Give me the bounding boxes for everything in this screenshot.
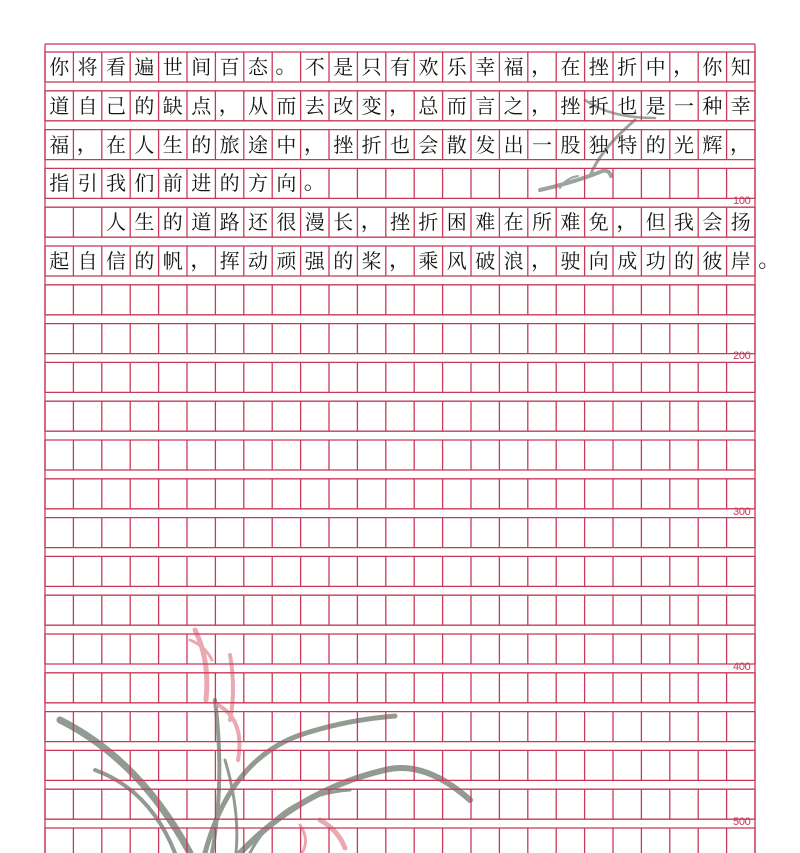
essay-char: 一 (531, 132, 552, 157)
essay-char: ， (616, 209, 639, 235)
essay-char: 散 (446, 132, 467, 157)
essay-char: 看 (105, 55, 126, 79)
essay-char: 的 (333, 249, 354, 273)
essay-char: 破 (475, 249, 496, 273)
essay-char: 而 (276, 93, 297, 118)
essay-char: 一 (673, 93, 694, 118)
essay-char: 出 (503, 132, 524, 157)
char-count-label: 500 (733, 816, 751, 828)
essay-char: 生 (134, 210, 155, 235)
essay-char: 的 (162, 210, 183, 235)
essay-char: 辉 (702, 132, 723, 157)
char-count-label: 400 (733, 660, 751, 673)
essay-char: 福 (49, 132, 70, 157)
essay-char: 股 (560, 132, 581, 157)
essay-char: 知 (730, 55, 751, 79)
essay-char: 在 (105, 132, 126, 157)
essay-char: 有 (389, 55, 410, 79)
essay-char: 折 (588, 93, 609, 118)
essay-char: 的 (134, 93, 155, 118)
essay-char: 中 (645, 55, 666, 79)
essay-char: 进 (191, 171, 212, 196)
essay-char: 是 (645, 93, 666, 118)
essay-char: 信 (105, 249, 126, 273)
essay-char: 自 (77, 249, 98, 273)
essay-char: 你 (49, 55, 70, 79)
essay-char: 也 (617, 93, 638, 118)
essay-char: 。 (758, 248, 781, 273)
essay-char: 人 (105, 210, 126, 235)
essay-char: 旅 (219, 132, 240, 157)
essay-char: 的 (191, 132, 212, 157)
essay-char: 浪 (503, 249, 524, 273)
essay-char: 。 (275, 54, 298, 79)
essay-char: 缺 (162, 93, 183, 118)
essay-char: ， (190, 248, 213, 273)
essay-char: 独 (588, 132, 609, 157)
essay-char: 风 (446, 249, 467, 273)
essay-char: ， (76, 131, 99, 157)
essay-char: 。 (303, 170, 326, 196)
essay-char: 特 (617, 132, 638, 157)
essay-char: 而 (446, 93, 467, 118)
essay-char: ， (360, 209, 383, 235)
char-count-label: 300 (733, 505, 751, 518)
essay-char: 的 (673, 249, 694, 273)
essay-char: ， (303, 131, 326, 157)
essay-char: 幸 (730, 93, 751, 118)
essay-char: 道 (49, 93, 70, 118)
essay-char: 彼 (702, 249, 723, 273)
essay-char: 去 (304, 93, 325, 118)
essay-char: 将 (77, 55, 98, 79)
essay-char: 遍 (134, 55, 155, 79)
essay-char: 难 (560, 210, 581, 235)
essay-char: 向 (276, 171, 297, 196)
essay-char: 们 (134, 171, 155, 196)
essay-char: 会 (418, 132, 439, 157)
essay-char: 世 (162, 55, 183, 79)
essay-char: ， (530, 54, 553, 79)
essay-char: 挫 (389, 210, 410, 235)
essay-char: 会 (702, 210, 723, 235)
essay-char: ， (729, 131, 752, 157)
essay-char: 欢 (418, 55, 439, 79)
essay-char: 挫 (588, 55, 609, 79)
essay-char: 途 (247, 132, 268, 157)
essay-char: 困 (446, 210, 467, 235)
essay-char: 在 (503, 210, 524, 235)
essay-char: 向 (588, 249, 609, 273)
essay-char: 幸 (475, 55, 496, 79)
essay-char: 乘 (418, 249, 439, 273)
essay-char: 在 (560, 55, 581, 79)
char-count-label: 100 (733, 195, 751, 208)
essay-char: 人 (134, 132, 155, 157)
essay-char: 所 (531, 210, 552, 235)
essay-char: 前 (162, 171, 183, 196)
essay-char: 漫 (304, 210, 325, 235)
essay-char: 方 (247, 171, 268, 196)
essay-char: 强 (304, 249, 325, 273)
essay-char: 挥 (219, 249, 240, 273)
essay-char: 我 (105, 171, 126, 196)
essay-char: ， (530, 92, 553, 118)
essay-char: 生 (162, 132, 183, 157)
essay-char: 的 (645, 132, 666, 157)
essay-char: 很 (276, 210, 297, 235)
essay-char: 百 (219, 55, 240, 79)
essay-char: 起 (49, 249, 70, 273)
essay-char: 乐 (446, 55, 467, 79)
essay-char: 变 (361, 93, 382, 118)
essay-char: ， (218, 92, 241, 118)
essay-char: 帆 (162, 249, 183, 273)
essay-char: 间 (191, 55, 212, 79)
essay-char: ， (388, 92, 411, 118)
essay-char: 挫 (560, 93, 581, 118)
essay-char: 总 (418, 93, 439, 118)
essay-char: 桨 (361, 249, 382, 273)
essay-char: 折 (617, 55, 638, 79)
essay-char: 扬 (730, 210, 751, 235)
essay-char: 顽 (276, 249, 297, 273)
essay-char: 只 (361, 55, 382, 79)
essay-char: 折 (361, 132, 382, 157)
essay-char: 从 (247, 93, 268, 118)
essay-char: 己 (105, 93, 126, 118)
essay-char: 光 (673, 132, 694, 157)
essay-char: 发 (475, 132, 496, 157)
essay-char: ， (388, 248, 411, 273)
essay-char: 路 (219, 210, 240, 235)
essay-char: 的 (134, 249, 155, 273)
essay-char: 成 (617, 249, 638, 273)
essay-char: ， (672, 54, 695, 79)
essay-char: 改 (333, 93, 354, 118)
essay-char: 长 (333, 210, 354, 235)
essay-char: ， (530, 248, 553, 273)
essay-char: 福 (503, 55, 524, 79)
essay-char: 之 (503, 93, 524, 118)
essay-char: 挫 (333, 132, 354, 157)
essay-char: 你 (702, 55, 723, 79)
essay-char: 引 (77, 171, 98, 196)
essay-char: 还 (247, 210, 268, 235)
essay-char: 功 (645, 249, 666, 273)
essay-char: 的 (219, 171, 240, 196)
essay-char: 不 (304, 55, 325, 79)
essay-char: 道 (191, 210, 212, 235)
essay-char: 岸 (730, 249, 751, 273)
essay-char: 指 (49, 171, 70, 196)
essay-char: 但 (645, 210, 666, 235)
essay-char: 言 (475, 93, 496, 118)
essay-char: 自 (77, 93, 98, 118)
essay-char: 种 (702, 93, 723, 118)
char-count-label: 200 (733, 350, 751, 363)
essay-char: 中 (276, 132, 297, 157)
essay-char: 态 (247, 55, 268, 79)
essay-char: 点 (191, 93, 212, 118)
essay-char: 也 (389, 132, 410, 157)
essay-char: 难 (475, 210, 496, 235)
essay-char: 是 (333, 55, 354, 79)
essay-char: 动 (247, 249, 268, 273)
essay-char: 我 (673, 210, 694, 235)
essay-char: 驶 (560, 249, 581, 273)
essay-char: 免 (588, 210, 609, 235)
essay-char: 折 (418, 210, 439, 235)
